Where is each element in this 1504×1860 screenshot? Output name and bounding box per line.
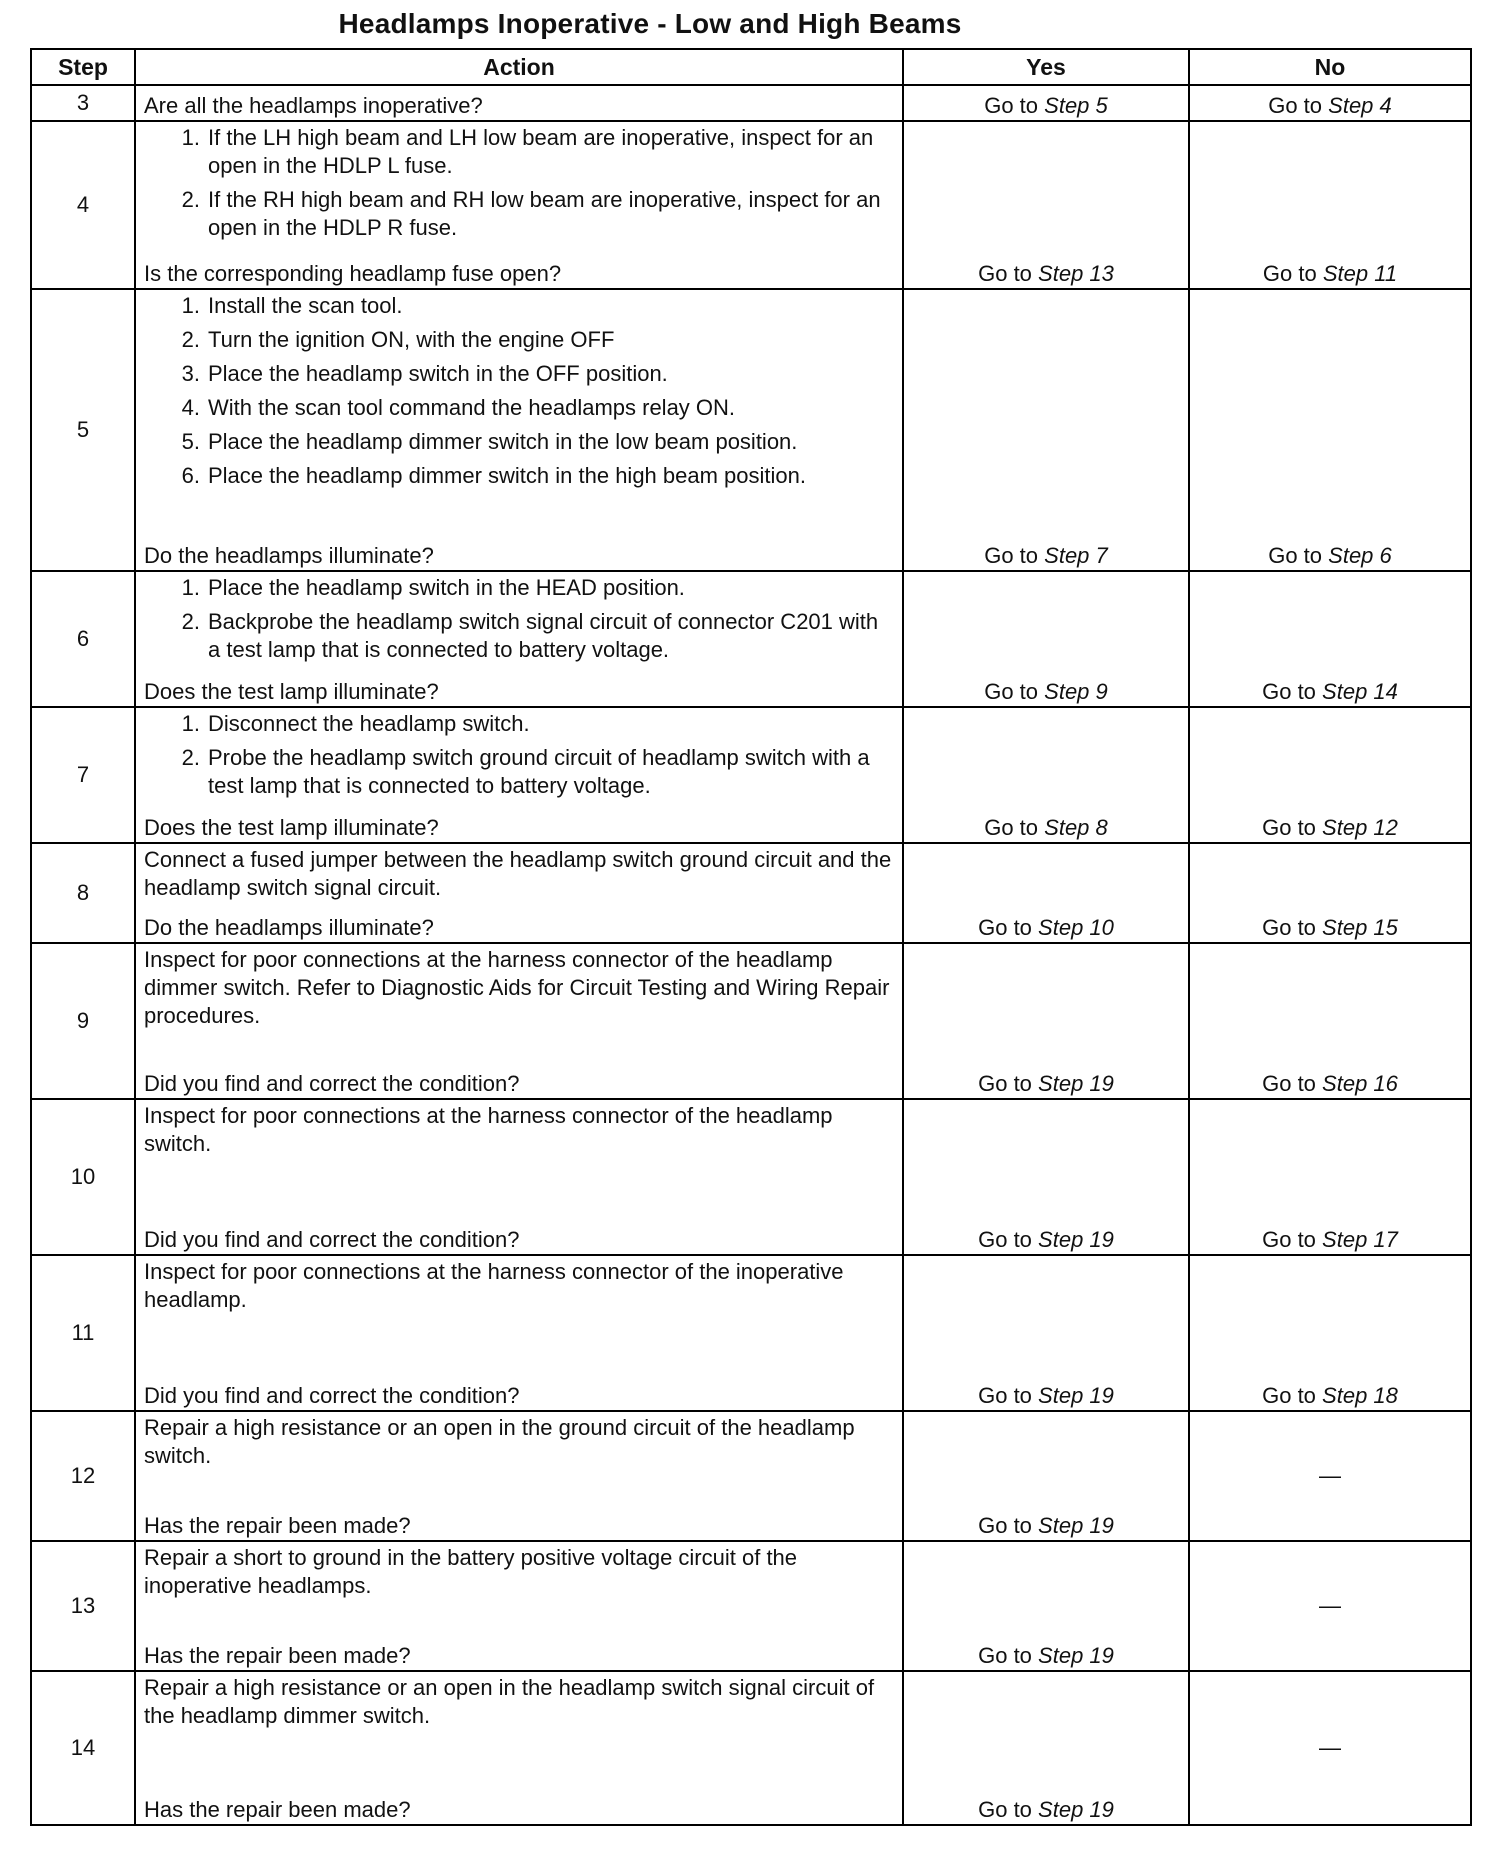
action-cell xyxy=(135,707,903,843)
table-row xyxy=(31,85,1471,121)
substep-number: 5. xyxy=(181,429,200,454)
action-question: Has the repair been made? xyxy=(144,1797,411,1822)
substep-number: 1. xyxy=(181,575,200,600)
yes-result xyxy=(903,571,1189,707)
action-content xyxy=(144,290,894,570)
action-content xyxy=(144,1672,894,1824)
substep-number: 6. xyxy=(181,463,200,488)
substep-number: 2. xyxy=(181,187,200,212)
table-row xyxy=(31,1255,1471,1411)
yes-result xyxy=(903,943,1189,1099)
yes-result xyxy=(903,1411,1189,1541)
action-question: Are all the headlamps inoperative? xyxy=(144,93,483,118)
action-instructions xyxy=(144,708,894,806)
substep-item xyxy=(144,292,894,320)
no-result xyxy=(1189,843,1471,943)
no-result xyxy=(1189,571,1471,707)
goto-step-link: Step 12 xyxy=(1322,815,1398,840)
goto-prefix: Go to xyxy=(978,1643,1032,1668)
step-number: 6 xyxy=(31,571,135,707)
action-question: Do the headlamps illuminate? xyxy=(144,543,434,568)
step-number: 3 xyxy=(31,85,135,121)
goto-prefix: Go to xyxy=(1262,261,1317,286)
yes-result xyxy=(903,121,1189,289)
substep-text: Place the headlamp dimmer switch in the low beam position. xyxy=(208,429,798,454)
substep-item xyxy=(144,186,894,242)
goto-step-link: Step 7 xyxy=(1044,543,1108,568)
no-result-dash: — xyxy=(1319,1735,1341,1760)
goto-prefix: Go to xyxy=(978,915,1032,940)
action-cell xyxy=(135,1411,903,1541)
action-cell xyxy=(135,1255,903,1411)
step-number: 4 xyxy=(31,121,135,289)
no-result xyxy=(1189,121,1471,289)
action-instructions xyxy=(144,944,894,1032)
substep-number: 2. xyxy=(181,745,200,770)
action-cell xyxy=(135,571,903,707)
substep-text: Probe the headlamp switch ground circuit of headlamp switch with a test lamp that is connected to battery voltage. xyxy=(208,745,870,798)
substep-list xyxy=(144,710,894,800)
goto-step-link: Step 9 xyxy=(1044,679,1108,704)
no-result xyxy=(1189,1411,1471,1541)
action-paragraph: Inspect for poor connections at the harness connector of the inoperative headlamp. xyxy=(144,1259,844,1312)
goto-prefix: Go to xyxy=(978,261,1032,286)
action-paragraph: Repair a high resistance or an open in the headlamp switch signal circuit of the headlamp dimmer switch. xyxy=(144,1675,875,1728)
goto-prefix: Go to xyxy=(984,679,1039,704)
action-cell xyxy=(135,121,903,289)
step-number: 7 xyxy=(31,707,135,843)
yes-result xyxy=(903,707,1189,843)
substep-text: If the RH high beam and RH low beam are inoperative, inspect for an open in the HDLP R fuse. xyxy=(208,187,881,240)
goto-prefix: Go to xyxy=(1262,1071,1316,1096)
no-result xyxy=(1189,1541,1471,1671)
goto-prefix: Go to xyxy=(978,1797,1032,1822)
action-content xyxy=(144,944,894,1098)
action-instructions xyxy=(144,290,894,496)
action-cell xyxy=(135,1099,903,1255)
action-instructions xyxy=(144,1412,894,1472)
action-paragraph: Connect a fused jumper between the headlamp switch ground circuit and the headlamp switch signal circuit. xyxy=(144,847,892,900)
goto-prefix: Go to xyxy=(1262,915,1316,940)
action-content xyxy=(144,572,894,706)
goto-prefix: Go to xyxy=(978,1513,1032,1538)
action-instructions xyxy=(144,1542,894,1602)
goto-step-link: Step 19 xyxy=(1038,1643,1114,1668)
goto-step-link: Step 19 xyxy=(1038,1513,1114,1538)
substep-text: Disconnect the headlamp switch. xyxy=(208,711,530,736)
action-cell xyxy=(135,289,903,571)
substep-text: If the LH high beam and LH low beam are inoperative, inspect for an open in the HDLP L fuse. xyxy=(208,125,874,178)
goto-prefix: Go to xyxy=(978,1383,1032,1408)
table-row xyxy=(31,843,1471,943)
substep-number: 4. xyxy=(181,395,200,420)
action-question: Is the corresponding headlamp fuse open? xyxy=(144,261,562,286)
substep-text: Install the scan tool. xyxy=(208,293,403,318)
table-row xyxy=(31,571,1471,707)
goto-prefix: Go to xyxy=(1262,679,1316,704)
column-header-yes: Yes xyxy=(903,49,1189,85)
no-result xyxy=(1189,943,1471,1099)
goto-step-link: Step 4 xyxy=(1328,93,1392,118)
step-number: 9 xyxy=(31,943,135,1099)
no-result xyxy=(1189,1099,1471,1255)
substep-number: 1. xyxy=(181,711,200,736)
action-paragraph: Inspect for poor connections at the harness connector of the headlamp switch. xyxy=(144,1103,833,1156)
goto-step-link: Step 16 xyxy=(1322,1071,1398,1096)
column-header-action: Action xyxy=(135,49,903,85)
goto-step-link: Step 8 xyxy=(1044,815,1108,840)
substep-item xyxy=(144,462,894,490)
table-header-row xyxy=(31,49,1471,85)
substep-list xyxy=(144,124,894,242)
action-question: Does the test lamp illuminate? xyxy=(144,815,439,840)
goto-step-link: Step 19 xyxy=(1038,1383,1114,1408)
substep-text: Place the headlamp dimmer switch in the high beam position. xyxy=(208,463,806,488)
table-row xyxy=(31,121,1471,289)
goto-step-link: Step 14 xyxy=(1322,679,1398,704)
goto-step-link: Step 15 xyxy=(1322,915,1398,940)
table-row xyxy=(31,943,1471,1099)
yes-result xyxy=(903,1255,1189,1411)
action-cell xyxy=(135,85,903,121)
table-row xyxy=(31,1541,1471,1671)
substep-number: 2. xyxy=(181,609,200,634)
diagnostic-table xyxy=(30,48,1472,1826)
goto-prefix: Go to xyxy=(978,1227,1032,1252)
action-paragraph: Repair a high resistance or an open in the ground circuit of the headlamp switch. xyxy=(144,1415,855,1468)
action-instructions xyxy=(144,572,894,670)
yes-result xyxy=(903,289,1189,571)
no-result xyxy=(1189,707,1471,843)
action-instructions xyxy=(144,122,894,248)
action-question: Does the test lamp illuminate? xyxy=(144,679,439,704)
substep-item xyxy=(144,428,894,456)
step-number: 11 xyxy=(31,1255,135,1411)
substep-number: 2. xyxy=(181,327,200,352)
table-row xyxy=(31,1671,1471,1825)
substep-text: Turn the ignition ON, with the engine OFF xyxy=(208,327,615,352)
action-paragraph: Repair a short to ground in the battery positive voltage circuit of the inoperative headlamps. xyxy=(144,1545,798,1598)
substep-number: 1. xyxy=(181,293,200,318)
goto-prefix: Go to xyxy=(984,543,1039,568)
step-number: 10 xyxy=(31,1099,135,1255)
action-content xyxy=(144,86,894,120)
goto-prefix: Go to xyxy=(984,93,1039,118)
substep-item xyxy=(144,124,894,180)
no-result xyxy=(1189,1671,1471,1825)
table-row xyxy=(31,289,1471,571)
page-title: Headlamps Inoperative - Low and High Beams xyxy=(338,8,962,39)
step-number: 5 xyxy=(31,289,135,571)
action-cell xyxy=(135,843,903,943)
substep-item xyxy=(144,710,894,738)
substep-item xyxy=(144,326,894,354)
substep-item xyxy=(144,744,894,800)
goto-prefix: Go to xyxy=(978,1071,1032,1096)
action-cell xyxy=(135,1541,903,1671)
no-result xyxy=(1189,85,1471,121)
yes-result xyxy=(903,1671,1189,1825)
goto-step-link: Step 11 xyxy=(1322,261,1398,286)
no-result-dash: — xyxy=(1319,1593,1341,1618)
substep-number: 3. xyxy=(181,361,200,386)
step-number: 13 xyxy=(31,1541,135,1671)
step-number: 8 xyxy=(31,843,135,943)
table-row xyxy=(31,1099,1471,1255)
goto-step-link: Step 18 xyxy=(1322,1383,1398,1408)
column-header-step: Step xyxy=(31,49,135,85)
action-instructions xyxy=(144,1256,894,1316)
substep-list xyxy=(144,292,894,490)
action-content xyxy=(144,844,894,942)
goto-step-link: Step 5 xyxy=(1044,93,1108,118)
action-content xyxy=(144,708,894,842)
action-instructions xyxy=(144,1672,894,1732)
goto-prefix: Go to xyxy=(1268,93,1323,118)
action-instructions xyxy=(144,844,894,904)
action-paragraph: Inspect for poor connections at the harness connector of the headlamp dimmer switch. Refer to Diagnostic Aids for Circuit Testing and Wiring Repair procedures. xyxy=(144,947,890,1028)
column-header-no: No xyxy=(1189,49,1471,85)
goto-step-link: Step 17 xyxy=(1322,1227,1398,1252)
goto-prefix: Go to xyxy=(984,815,1039,840)
action-content xyxy=(144,1412,894,1540)
substep-item xyxy=(144,574,894,602)
table-row xyxy=(31,1411,1471,1541)
yes-result xyxy=(903,85,1189,121)
action-question: Has the repair been made? xyxy=(144,1513,411,1538)
step-number: 14 xyxy=(31,1671,135,1825)
substep-text: Place the headlamp switch in the HEAD position. xyxy=(208,575,685,600)
yes-result xyxy=(903,843,1189,943)
goto-step-link: Step 19 xyxy=(1038,1071,1114,1096)
goto-step-link: Step 10 xyxy=(1038,915,1114,940)
action-content xyxy=(144,122,894,288)
substep-item xyxy=(144,360,894,388)
goto-prefix: Go to xyxy=(1262,1383,1316,1408)
action-question: Has the repair been made? xyxy=(144,1643,411,1668)
no-result xyxy=(1189,289,1471,571)
goto-prefix: Go to xyxy=(1268,543,1323,568)
action-question: Did you find and correct the condition? xyxy=(144,1227,520,1252)
step-number: 12 xyxy=(31,1411,135,1541)
substep-text: Place the headlamp switch in the OFF position. xyxy=(208,361,668,386)
goto-step-link: Step 13 xyxy=(1038,261,1114,286)
no-result-dash: — xyxy=(1319,1463,1341,1488)
goto-step-link: Step 19 xyxy=(1038,1227,1114,1252)
action-question: Did you find and correct the condition? xyxy=(144,1383,520,1408)
action-question: Do the headlamps illuminate? xyxy=(144,915,434,940)
table-row xyxy=(31,707,1471,843)
action-cell xyxy=(135,943,903,1099)
action-question: Did you find and correct the condition? xyxy=(144,1071,520,1096)
substep-text: With the scan tool command the headlamps relay ON. xyxy=(208,395,736,420)
yes-result xyxy=(903,1099,1189,1255)
goto-prefix: Go to xyxy=(1262,815,1316,840)
goto-step-link: Step 19 xyxy=(1038,1797,1114,1822)
action-content xyxy=(144,1542,894,1670)
substep-number: 1. xyxy=(181,125,200,150)
no-result xyxy=(1189,1255,1471,1411)
goto-step-link: Step 6 xyxy=(1328,543,1392,568)
substep-item xyxy=(144,608,894,664)
yes-result xyxy=(903,1541,1189,1671)
substep-item xyxy=(144,394,894,422)
action-content xyxy=(144,1100,894,1254)
substep-text: Backprobe the headlamp switch signal circuit of connector C201 with a test lamp that is connected to battery voltage. xyxy=(208,609,879,662)
substep-list xyxy=(144,574,894,664)
action-content xyxy=(144,1256,894,1410)
action-cell xyxy=(135,1671,903,1825)
action-instructions xyxy=(144,1100,894,1160)
goto-prefix: Go to xyxy=(1262,1227,1316,1252)
